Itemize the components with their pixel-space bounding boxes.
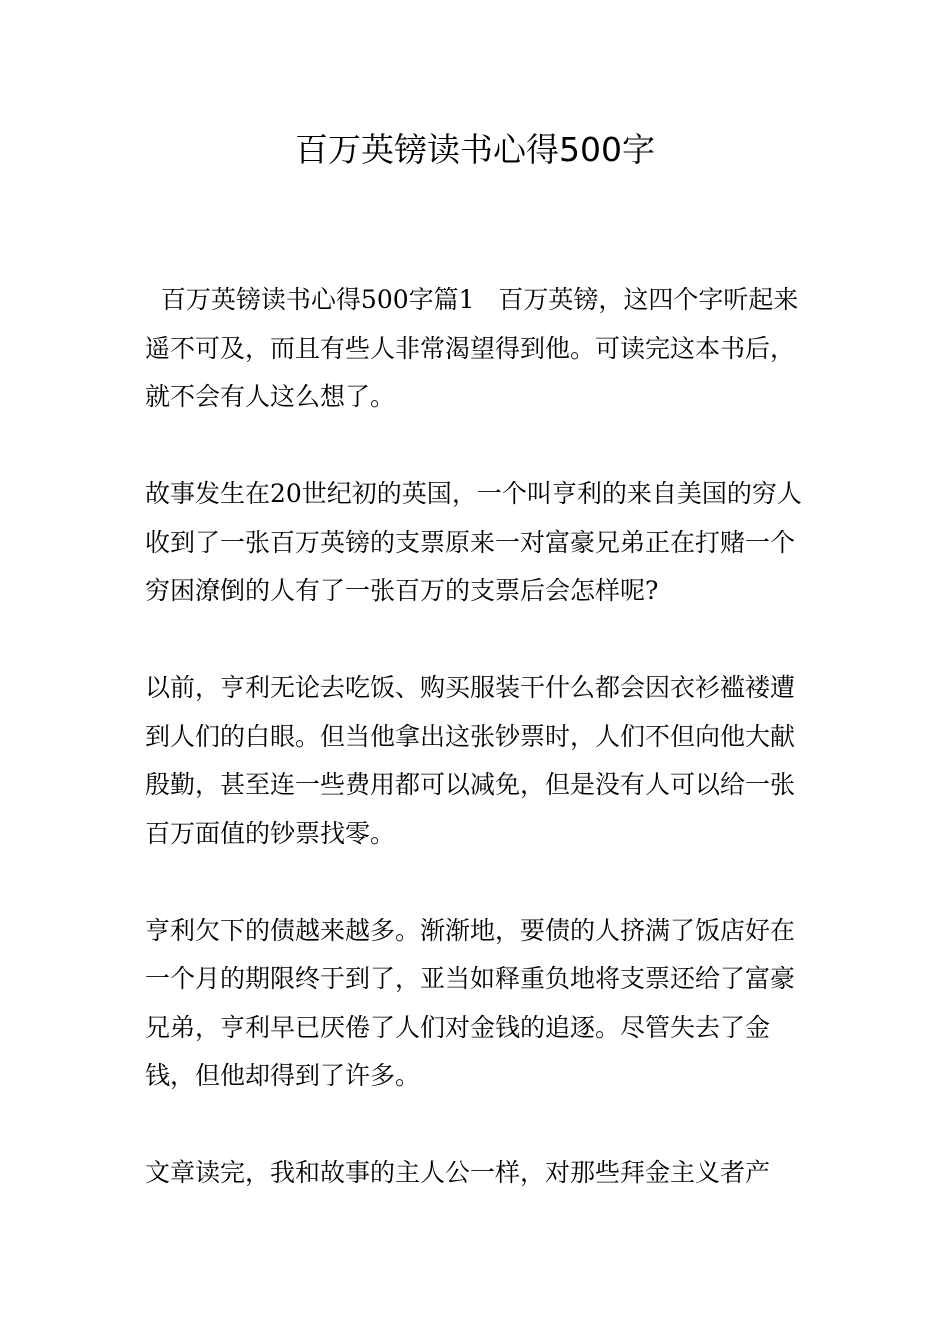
paragraph-5: 文章读完，我和故事的主人公一样，对那些拜金主义者产 bbox=[145, 1158, 771, 1187]
paragraph-1: 百万英镑读书心得500字篇1 百万英镑，这四个字听起来遥不可及，而且有些人非常渴望得到他。可读完这本书后，就不会有人这么想了。 bbox=[145, 285, 799, 411]
paragraph-2: 故事发生在20世纪初的英国，一个叫亨利的来自美国的穷人收到了一张百万英镑的支票原来一对富豪兄弟正在打赌一个穷困潦倒的人有了一张百万的支票后会怎样呢? bbox=[145, 479, 802, 605]
document-body bbox=[145, 276, 810, 1246]
paragraph-4: 亨利欠下的债越来越多。渐渐地，要债的人挤满了饭店好在一个月的期限终于到了，亚当如释重负地将支票还给了富豪兄弟，亨利早已厌倦了人们对金钱的追逐。尽管失去了金钱，但他却得到了许多。 bbox=[145, 915, 796, 1090]
document-title: 百万英镑读书心得500字 bbox=[295, 130, 655, 169]
paragraph-3: 以前，亨利无论去吃饭、购买服装干什么都会因衣衫褴褛遭到人们的白眼。但当他拿出这张钞票时，人们不但向他大献殷勤，甚至连一些费用都可以减免，但是没有人可以给一张百万面值的钞票找零。 bbox=[145, 673, 796, 848]
